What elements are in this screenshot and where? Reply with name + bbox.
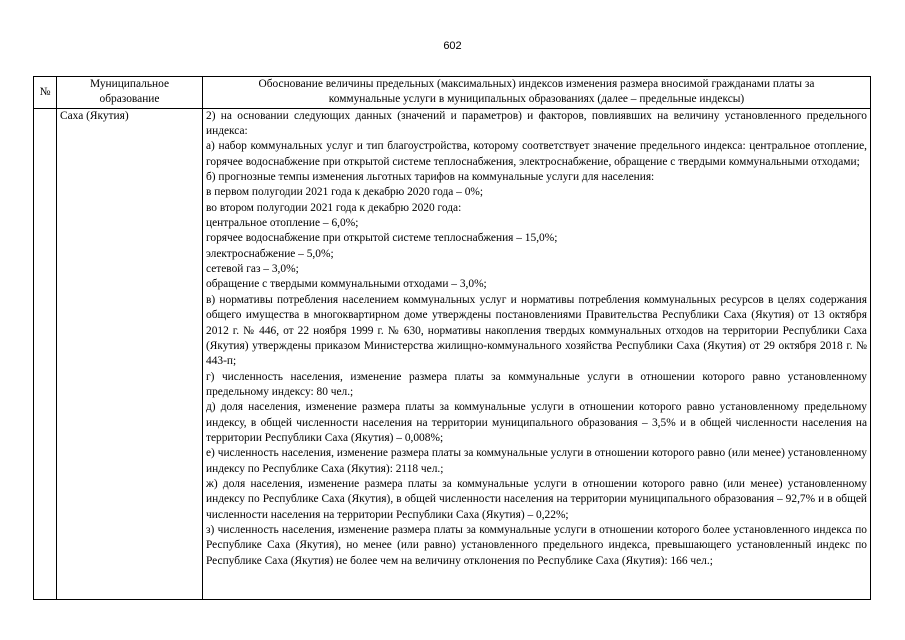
header-municipality bbox=[57, 77, 203, 109]
header-municipality-line1: Муниципальное bbox=[89, 78, 170, 90]
paragraph-b-waste: обращение с твердыми коммунальными отходами – 3,0%; bbox=[206, 278, 487, 291]
paragraph-z: з) численность населения, изменение размера платы за коммунальные услуги в отношении которого более установленного индекса по Республике Саха (Якутия), но менее (или равно) установленного предельного индекса, превышающего установленный индекс по Республике Саха (Якутия) не более чем на величину отклонения по Республике Саха (Якутия): 166 чел.; bbox=[206, 523, 867, 567]
limit-index-table bbox=[33, 76, 871, 600]
paragraph-b-heating: центральное отопление – 6,0%; bbox=[206, 217, 359, 230]
table-row bbox=[34, 108, 871, 599]
paragraph-b-electricity: электроснабжение – 5,0%; bbox=[206, 247, 334, 260]
header-justification bbox=[203, 77, 871, 109]
row-number bbox=[34, 108, 57, 599]
paragraph-b-hot-water: горячее водоснабжение при открытой системе теплоснабжения – 15,0%; bbox=[206, 232, 558, 245]
paragraph-e: е) численность населения, изменение размера платы за коммунальные услуги в отношении которого равно (или менее) установленному индексу по Республике Саха (Якутия): 2118 чел.; bbox=[206, 447, 867, 475]
paragraph-v: в) нормативы потребления населением коммунальных услуг и нормативы потребления коммунальных ресурсов в целях содержания общего имущества в многоквартирном доме утверждены постановлениями Правительства Республики Саха (Якутия) от 13 октября 2012 г. № 446, от 22 ноября 1999 г. № 630, нормативы накопления твердых коммунальных отходов на территории Республики Саха (Якутия) утверждены приказом Министерства жилищно-коммунального хозяйства Республики Саха (Якутия) от 29 октября 2018 г. № 443-п; bbox=[206, 293, 867, 368]
paragraph-b-gas: сетевой газ – 3,0%; bbox=[206, 263, 299, 276]
table-header-row bbox=[34, 77, 871, 109]
header-justification-line2: коммунальные услуги в муниципальных образованиях (далее – предельные индексы) bbox=[328, 93, 745, 106]
paragraph-a: а) набор коммунальных услуг и тип благоустройства, которому соответствует значение предельного индекса: центральное отопление, горячее водоснабжение при открытой системе теплоснабжения, электроснабжение, обращение с твердыми коммунальными отходами; bbox=[206, 140, 867, 168]
paragraph-b: б) прогнозные темпы изменения льготных тарифов на коммунальные услуги для населения: bbox=[206, 171, 655, 184]
page-number: 602 bbox=[443, 40, 462, 52]
paragraph-b-first-half: в первом полугодии 2021 года к декабрю 2020 года – 0%; bbox=[206, 186, 484, 199]
header-municipality-line2: образование bbox=[99, 93, 160, 106]
paragraph-b-second-half: во втором полугодии 2021 года к декабрю 2020 года: bbox=[206, 201, 462, 214]
paragraph-d: д) доля населения, изменение размера платы за коммунальные услуги в отношении которого равно установленному предельному индексу, в общей численности населения на территории муниципального образования – 3,5% и в общей численности населения на территории Республики Саха (Якутия) – 0,008%; bbox=[206, 401, 867, 444]
header-justification-line1: Обоснование величины предельных (максимальных) индексов изменения размера вносимой гражданами платы за bbox=[258, 78, 815, 90]
row-justification bbox=[203, 108, 871, 599]
paragraph-g: г) численность населения, изменение размера платы за коммунальные услуги в отношении которого равно установленному предельному индексу: 80 чел.; bbox=[206, 370, 867, 398]
paragraph-intro: 2) на основании следующих данных (значений и параметров) и факторов, повлиявших на величину установленного предельного индекса: bbox=[206, 109, 867, 138]
row-municipality: Саха (Якутия) bbox=[57, 108, 203, 599]
paragraph-zh: ж) доля населения, изменение размера платы за коммунальные услуги в отношении которого равно (или менее) установленному индексу по Республике Саха (Якутия), в общей численности населения на территории муниципального образования – 92,7% и в общей численности населения на территории Республики Саха (Якутия) – 0,22%; bbox=[206, 477, 867, 521]
header-number: № bbox=[34, 77, 57, 109]
